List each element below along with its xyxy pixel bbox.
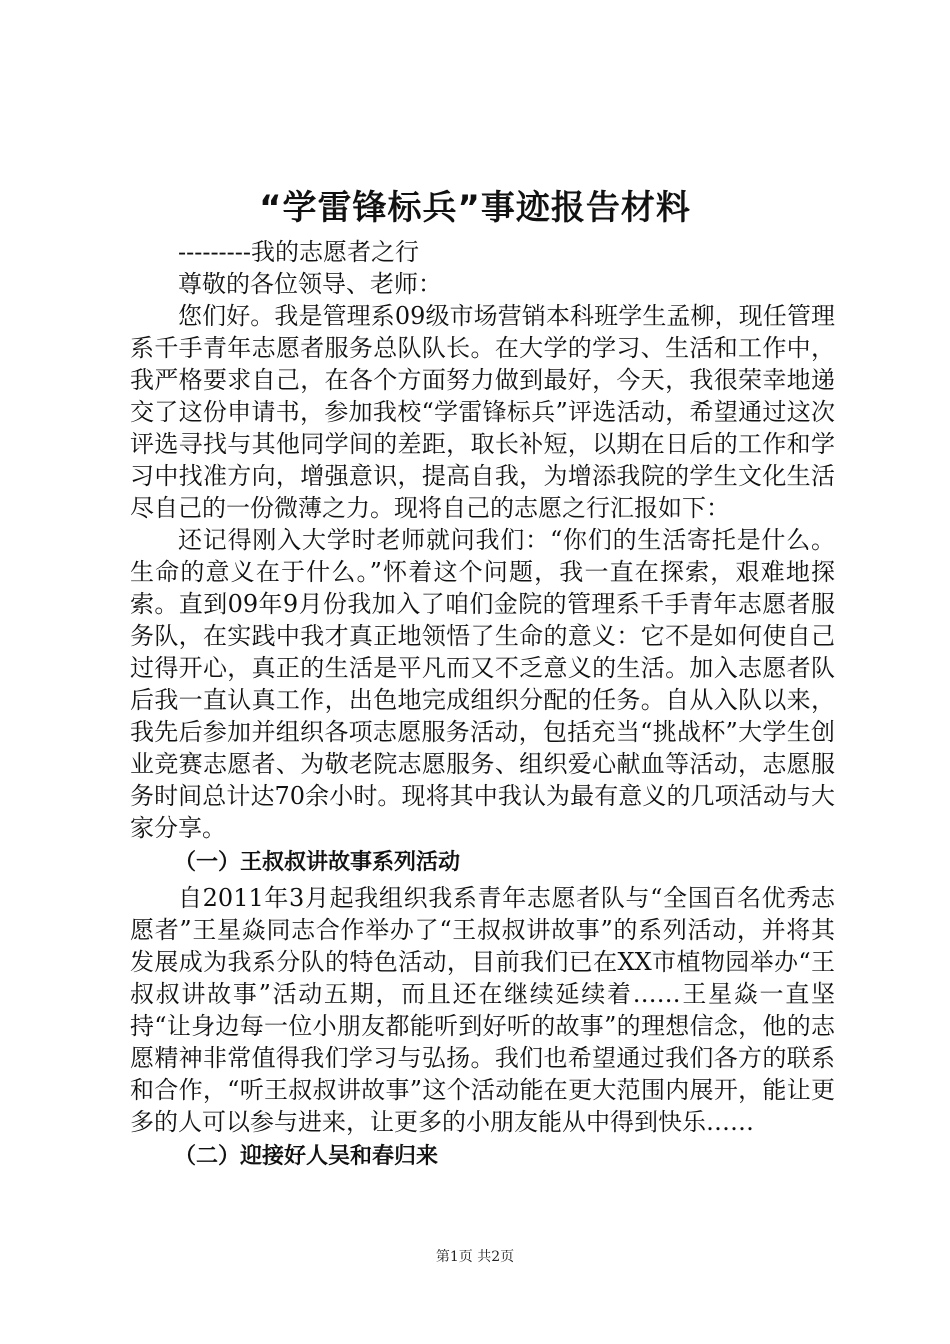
document-title: “学雷锋标兵”事迹报告材料 bbox=[259, 188, 691, 228]
greeting: 尊敬的各位领导、老师： bbox=[178, 270, 442, 298]
section-heading-1: （一）王叔叔讲故事系列活动 bbox=[174, 850, 461, 875]
section-1-paragraph: 自2011年3月起我组织我系青年志愿者队与“全国百名优秀志愿者”王星焱同志合作举办了“王叔叔讲故事”的系列活动，并将其发展成为我系分队的特色活动，目前我们已在XX市植物园举办“王叔叔讲故事”活动五期，而且还在继续延续着……王星焱一直坚持“让身边每一位小朋友都能听到好听的故事”的理想信念，他的志愿精神非常值得我们学习与弘扬。我们也希望通过我们各方的联系和合作，“听王叔叔讲故事”这个活动能在更大范围内展开，能让更多的人可以参与进来，让更多的小朋友能从中得到快乐…… bbox=[130, 884, 835, 1136]
reflection-paragraph: 还记得刚入大学时老师就问我们：“你们的生活寄托是什么。生命的意义在于什么。”怀着这个问题，我一直在探索，艰难地探索。直到09年9月份我加入了咱们金院的管理系千手青年志愿者服务队，在实践中我才真正地领悟了生命的意义：它不是如何使自己过得开心，真正的生活是平凡而又不乏意义的生活。加入志愿者队后我一直认真工作，出色地完成组织分配的任务。自从入队以来，我先后参加并组织各项志愿服务活动，包括充当“挑战杯”大学生创业竞赛志愿者、为敬老院志愿服务、组织爱心献血等活动，志愿服务时间总计达70余小时。现将其中我认为最有意义的几项活动与大家分享。 bbox=[130, 526, 835, 842]
document-body bbox=[130, 236, 835, 1176]
page-footer: 第1页 共2页 bbox=[435, 1249, 515, 1265]
subtitle: ---------我的志愿者之行 bbox=[178, 238, 419, 266]
section-heading-2: （二）迎接好人吴和春归来 bbox=[174, 1144, 439, 1169]
intro-paragraph: 您们好。我是管理系09级市场营销本科班学生孟柳，现任管理系千手青年志愿者服务总队队长。在大学的学习、生活和工作中，我严格要求自己，在各个方面努力做到最好，今天，我很荣幸地递交了这份申请书，参加我校“学雷锋标兵”评选活动，希望通过这次评选寻找与其他同学间的差距，取长补短，以期在日后的工作和学习中找准方向，增强意识，提高自我，为增添我院的学生文化生活尽自己的一份微薄之力。现将自己的志愿之行汇报如下： bbox=[130, 302, 835, 522]
